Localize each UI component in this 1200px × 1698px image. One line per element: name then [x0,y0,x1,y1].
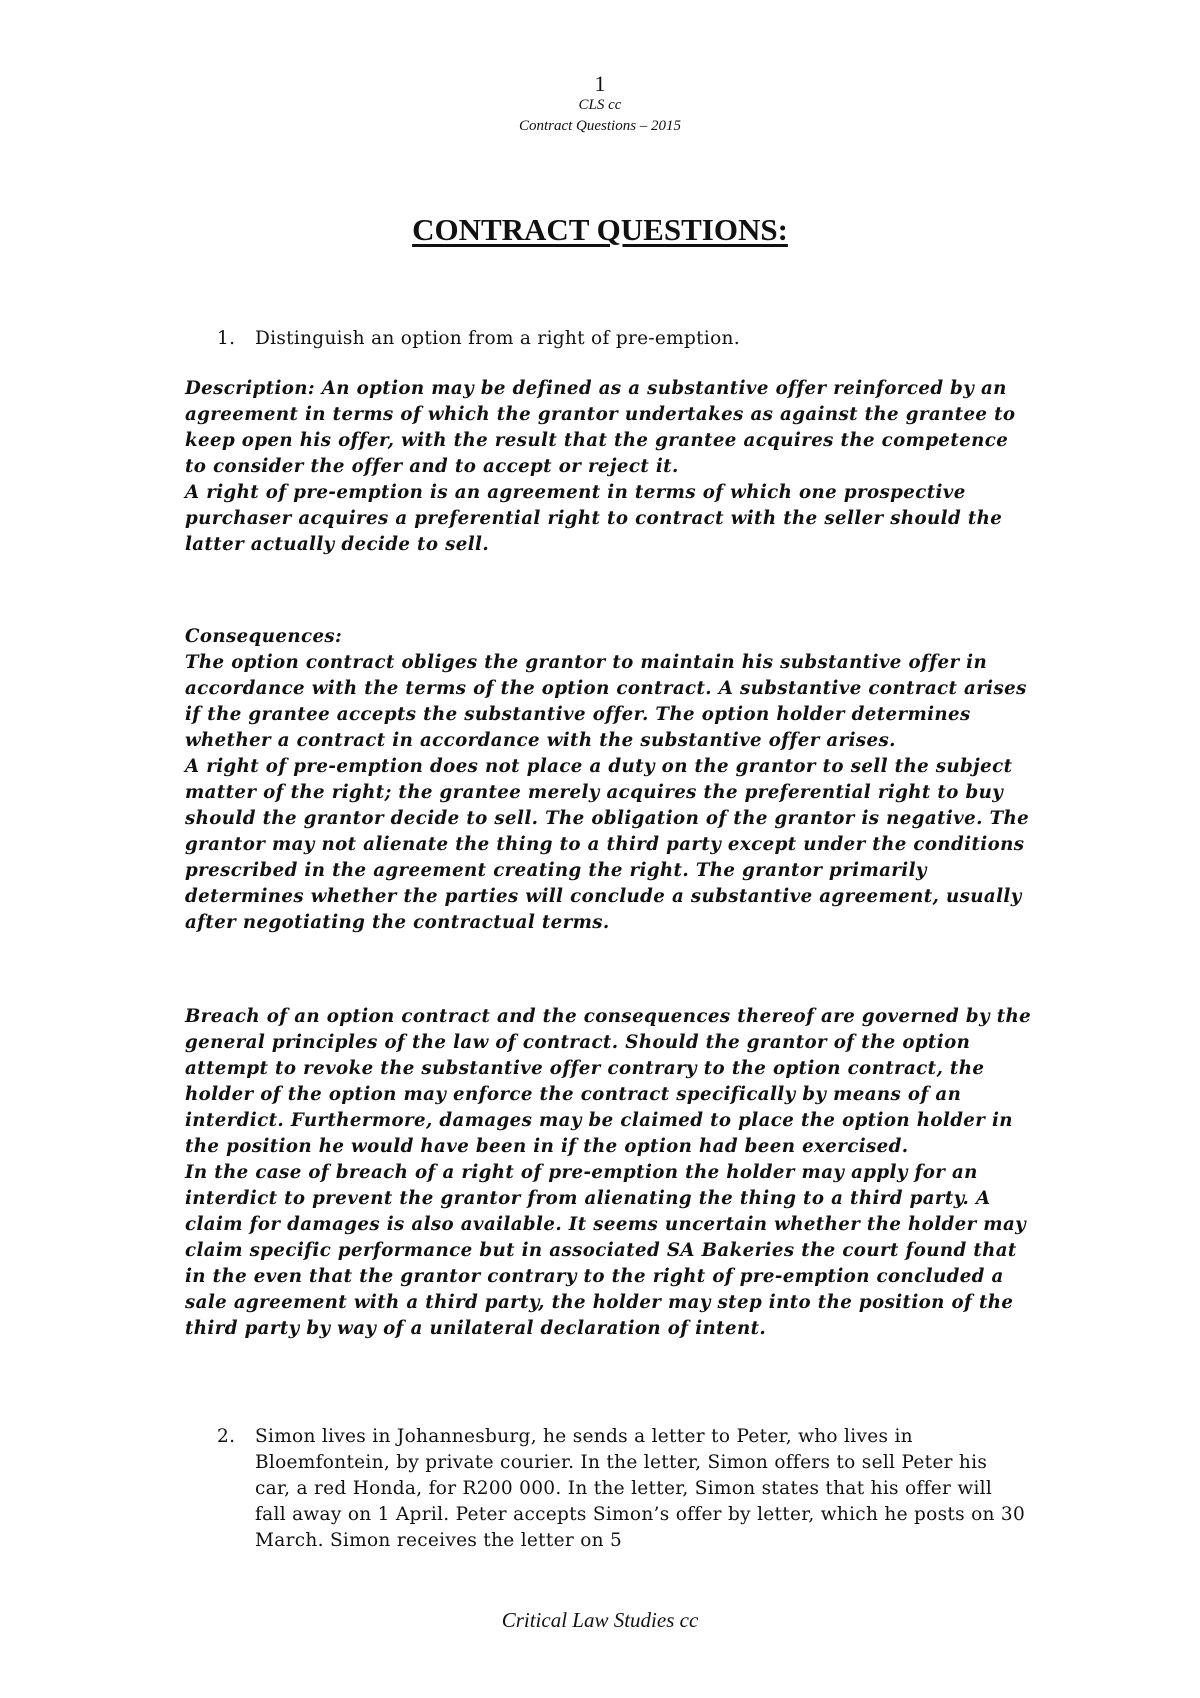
answer-description: Description: An option may be defined as a substantive offer reinforced by an agreement in terms of which the grantor undertakes as against the grantee to keep open his offer, with the result that the grantee acquires the competence to consider the offer and to accept or reject it. [185,378,1016,477]
consequences-preemption: A right of pre-emption does not place a duty on the grantor to sell the subject matter of the right; the grantee merely acquires the preferential right to buy should the grantor decide to sell. The obligation of the grantor is negative. The grantor may not alienate the thing to a third party except under the conditions prescribed in the agreement creating the right. The grantor primarily determines whether the parties will conclude a substantive agreement, usually after negotiating the contractual terms. [185,756,1030,933]
consequences-option: The option contract obliges the grantor to maintain his substantive offer in accordance with the terms of the option contract. A substantive contract arises if the grantee accepts the substantive offer. The option holder determines whether a contract in accordance with the substantive offer arises. [185,652,1027,751]
question-number: 1. [217,328,236,349]
answer-consequences-block [185,624,1035,936]
page-number: 1 [594,71,606,96]
question-number: 2. [217,1426,236,1447]
answer-breach-block [185,1004,1035,1342]
question-text: Distinguish an option from a right of pre-emption. [255,328,740,349]
question-1 [217,326,1017,352]
header-subtitle: Contract Questions – 2015 [518,118,682,134]
consequences-heading: Consequences: [185,626,343,647]
answer-description-block [185,376,1035,558]
question-2 [217,1424,1027,1554]
breach-option: Breach of an option contract and the consequences thereof are governed by the general principles of the law of contract. Should the grantor of the option attempt to revoke the substantive offer contrary to the option contract, the holder of the option may enforce the contract specifically by means of an interdict. Furthermore, damages may be claimed to place the option holder in the position he would have been in if the option had been exercised. [185,1006,1032,1157]
answer-preemption-definition: A right of pre-emption is an agreement in terms of which one prospective purchaser acquires a preferential right to contract with the seller should the latter actually decide to sell. [185,482,1003,555]
question-text: Simon lives in Johannesburg, he sends a letter to Peter, who lives in Bloemfontein, by private courier. In the letter, Simon offers to sell Peter his car, a red Honda, for R200 000. In the letter, Simon states that his offer will fall away on 1 April. Peter accepts Simon’s offer by letter, which he posts on 30 March. Simon receives the letter on 5 [255,1426,1026,1551]
header-org: CLS cc [578,97,622,113]
page-footer: Critical Law Studies cc [501,1608,699,1632]
breach-preemption: In the case of breach of a right of pre-emption the holder may apply for an interdict to prevent the grantor from alienating the thing to a third party. A claim for damages is also available. It seems uncertain whether the holder may claim specific performance but in associated SA Bakeries the court found that in the even that the grantor contrary to the right of pre-emption concluded a sale agreement with a third party, the holder may step into the position of the third party by way of a unilateral declaration of intent. [185,1162,1027,1339]
page-title: CONTRACT QUESTIONS: [412,212,788,247]
